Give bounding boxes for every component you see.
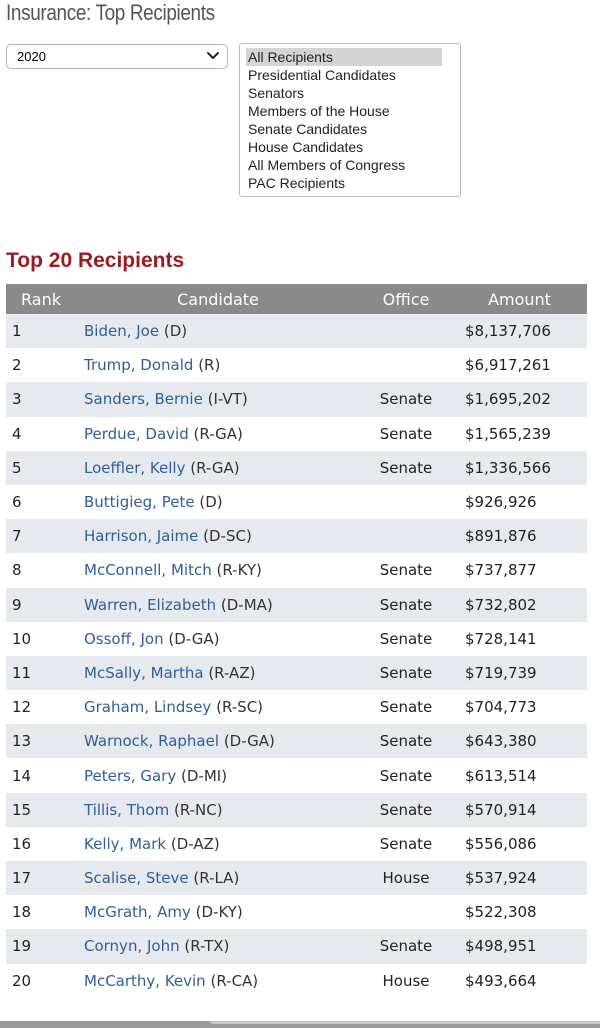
table-row <box>6 485 587 519</box>
table-row <box>6 895 587 929</box>
party-label: (D-AZ) <box>170 834 220 853</box>
candidate-cell <box>76 690 360 724</box>
listbox-option[interactable]: Senate Candidates <box>248 121 368 137</box>
table-row <box>6 964 587 998</box>
party-label: (R-CA) <box>210 971 259 990</box>
rank-cell: 8 <box>6 553 76 587</box>
rank-cell: 16 <box>6 827 76 861</box>
candidate-cell <box>76 793 360 827</box>
office-cell: Senate <box>360 827 452 861</box>
candidate-link[interactable]: Harrison, Jaime <box>84 527 199 546</box>
rank-cell: 5 <box>6 451 76 485</box>
party-label: (D) <box>199 493 223 512</box>
party-label: (D-MI) <box>181 766 228 785</box>
candidate-cell <box>76 451 360 485</box>
candidate-cell <box>76 348 360 382</box>
chevron-down-icon <box>206 48 220 64</box>
rank-cell: 2 <box>6 348 76 382</box>
candidate-cell <box>76 588 360 622</box>
table-row <box>6 690 587 724</box>
table-row <box>6 622 587 656</box>
amount-cell: $1,695,202 <box>452 382 587 416</box>
candidate-cell <box>76 827 360 861</box>
party-label: (R-GA) <box>193 424 243 443</box>
candidate-cell <box>76 417 360 451</box>
table-row <box>6 827 587 861</box>
office-cell: Senate <box>360 451 452 485</box>
table-row <box>6 519 587 553</box>
rank-cell: 14 <box>6 758 76 792</box>
office-cell: House <box>360 861 452 895</box>
candidate-link[interactable]: Graham, Lindsey <box>84 698 212 717</box>
candidate-link[interactable]: Scalise, Steve <box>84 869 189 888</box>
page-title: Insurance: Top Recipients <box>6 0 215 25</box>
listbox-option[interactable]: Senators <box>248 85 305 101</box>
party-label: (R) <box>198 356 221 375</box>
rank-cell: 17 <box>6 861 76 895</box>
office-cell: House <box>360 964 452 998</box>
amount-cell: $926,926 <box>452 485 587 519</box>
table-row <box>6 929 587 963</box>
rank-cell: 19 <box>6 929 76 963</box>
section-title: Top 20 Recipients <box>6 249 185 272</box>
party-label: (R-SC) <box>216 698 264 717</box>
party-label: (R-KY) <box>216 561 262 580</box>
amount-cell: $6,917,261 <box>452 348 587 382</box>
header-office[interactable]: Office <box>360 284 452 314</box>
office-cell: Senate <box>360 622 452 656</box>
office-cell: Senate <box>360 588 452 622</box>
candidate-cell <box>76 724 360 758</box>
rank-cell: 11 <box>6 656 76 690</box>
horizontal-scrollbar[interactable] <box>0 1021 600 1028</box>
table-row <box>6 758 587 792</box>
office-cell <box>360 348 452 382</box>
amount-cell: $493,664 <box>452 964 587 998</box>
amount-cell: $570,914 <box>452 793 587 827</box>
office-cell: Senate <box>360 758 452 792</box>
amount-cell: $732,802 <box>452 588 587 622</box>
table-row <box>6 553 587 587</box>
rank-cell: 7 <box>6 519 76 553</box>
amount-cell: $1,336,566 <box>452 451 587 485</box>
amount-cell: $556,086 <box>452 827 587 861</box>
header-candidate[interactable]: Candidate <box>76 284 360 314</box>
office-cell: Senate <box>360 382 452 416</box>
candidate-link[interactable]: McSally, Martha <box>84 663 204 682</box>
candidate-link[interactable]: Ossoff, Jon <box>84 629 164 648</box>
candidate-link[interactable]: Sanders, Bernie <box>84 390 203 409</box>
office-cell: Senate <box>360 793 452 827</box>
office-cell: Senate <box>360 690 452 724</box>
table-row <box>6 724 587 758</box>
party-label: (D-GA) <box>223 732 275 751</box>
candidate-link[interactable]: Buttigieg, Pete <box>84 493 195 512</box>
listbox-option[interactable]: All Members of Congress <box>248 157 406 173</box>
office-cell <box>360 314 452 348</box>
candidate-link[interactable]: Tillis, Thom <box>84 800 170 819</box>
rank-cell: 4 <box>6 417 76 451</box>
party-label: (R-LA) <box>193 869 240 888</box>
candidate-link[interactable]: Perdue, David <box>84 424 189 443</box>
candidate-link[interactable]: Loeffler, Kelly <box>84 458 186 477</box>
candidate-cell <box>76 519 360 553</box>
candidate-cell <box>76 382 360 416</box>
listbox-option[interactable]: Members of the House <box>248 103 390 119</box>
table-row <box>6 793 587 827</box>
party-label: (I-VT) <box>207 390 248 409</box>
party-label: (R-NC) <box>173 800 223 819</box>
candidate-cell <box>76 485 360 519</box>
candidate-link[interactable]: Biden, Joe <box>84 322 160 341</box>
year-select[interactable] <box>6 44 228 69</box>
office-cell: Senate <box>360 553 452 587</box>
table-row <box>6 348 587 382</box>
party-label: (R-GA) <box>190 458 240 477</box>
party-label: (D-SC) <box>203 527 252 546</box>
party-label: (R-TX) <box>184 937 230 956</box>
candidate-link[interactable]: Peters, Gary <box>84 766 177 785</box>
listbox-option[interactable]: PAC Recipients <box>248 175 346 191</box>
party-label: (R-AZ) <box>208 663 256 682</box>
candidate-cell <box>76 622 360 656</box>
candidate-cell <box>76 861 360 895</box>
rank-cell: 15 <box>6 793 76 827</box>
office-cell: Senate <box>360 929 452 963</box>
candidate-cell <box>76 758 360 792</box>
candidate-cell <box>76 656 360 690</box>
rank-cell: 1 <box>6 314 76 348</box>
office-cell <box>360 519 452 553</box>
year-select-value: 2020 <box>17 49 46 64</box>
rank-cell: 13 <box>6 724 76 758</box>
candidate-link[interactable]: Trump, Donald <box>84 356 194 375</box>
table-row <box>6 314 587 348</box>
listbox-option[interactable]: All Recipients <box>246 48 442 66</box>
amount-cell: $891,876 <box>452 519 587 553</box>
table-row <box>6 588 587 622</box>
recipients-table <box>6 284 587 998</box>
table-row <box>6 451 587 485</box>
rank-cell: 3 <box>6 382 76 416</box>
candidate-link[interactable]: Cornyn, John <box>84 937 180 956</box>
rank-cell: 20 <box>6 964 76 998</box>
office-cell <box>360 485 452 519</box>
candidate-link[interactable]: Warren, Elizabeth <box>84 595 217 614</box>
candidate-link[interactable]: McCarthy, Kevin <box>84 971 206 990</box>
table-row <box>6 656 587 690</box>
rank-cell: 6 <box>6 485 76 519</box>
amount-cell: $719,739 <box>452 656 587 690</box>
amount-cell: $1,565,239 <box>452 417 587 451</box>
table-header-row <box>6 284 587 314</box>
rank-cell: 10 <box>6 622 76 656</box>
amount-cell: $522,308 <box>452 895 587 929</box>
rank-cell: 9 <box>6 588 76 622</box>
party-label: (D-MA) <box>220 595 273 614</box>
candidate-cell <box>76 314 360 348</box>
amount-cell: $8,137,706 <box>452 314 587 348</box>
amount-cell: $643,380 <box>452 724 587 758</box>
rank-cell: 18 <box>6 895 76 929</box>
candidate-link[interactable]: McConnell, Mitch <box>84 561 212 580</box>
party-label: (D) <box>163 322 188 341</box>
amount-cell: $498,951 <box>452 929 587 963</box>
candidate-cell <box>76 895 360 929</box>
amount-cell: $737,877 <box>452 553 587 587</box>
listbox-option[interactable]: Presidential Candidates <box>248 67 396 83</box>
office-cell: Senate <box>360 417 452 451</box>
header-rank[interactable]: Rank <box>6 284 76 314</box>
table-row <box>6 417 587 451</box>
rank-cell: 12 <box>6 690 76 724</box>
amount-cell: $728,141 <box>452 622 587 656</box>
candidate-link[interactable]: Kelly, Mark <box>84 834 167 853</box>
candidate-cell <box>76 964 360 998</box>
office-cell: Senate <box>360 656 452 690</box>
office-cell: Senate <box>360 724 452 758</box>
amount-cell: $537,924 <box>452 861 587 895</box>
office-cell <box>360 895 452 929</box>
candidate-link[interactable]: Warnock, Raphael <box>84 732 220 751</box>
listbox-option[interactable]: House Candidates <box>248 139 364 155</box>
table-row <box>6 861 587 895</box>
candidate-link[interactable]: McGrath, Amy <box>84 903 191 922</box>
recipient-type-listbox[interactable] <box>239 43 461 197</box>
header-amount[interactable]: Amount <box>452 284 587 314</box>
party-label: (D-GA) <box>168 629 220 648</box>
party-label: (D-KY) <box>195 903 243 922</box>
candidate-cell <box>76 929 360 963</box>
table-row <box>6 382 587 416</box>
amount-cell: $613,514 <box>452 758 587 792</box>
amount-cell: $704,773 <box>452 690 587 724</box>
candidate-cell <box>76 553 360 587</box>
